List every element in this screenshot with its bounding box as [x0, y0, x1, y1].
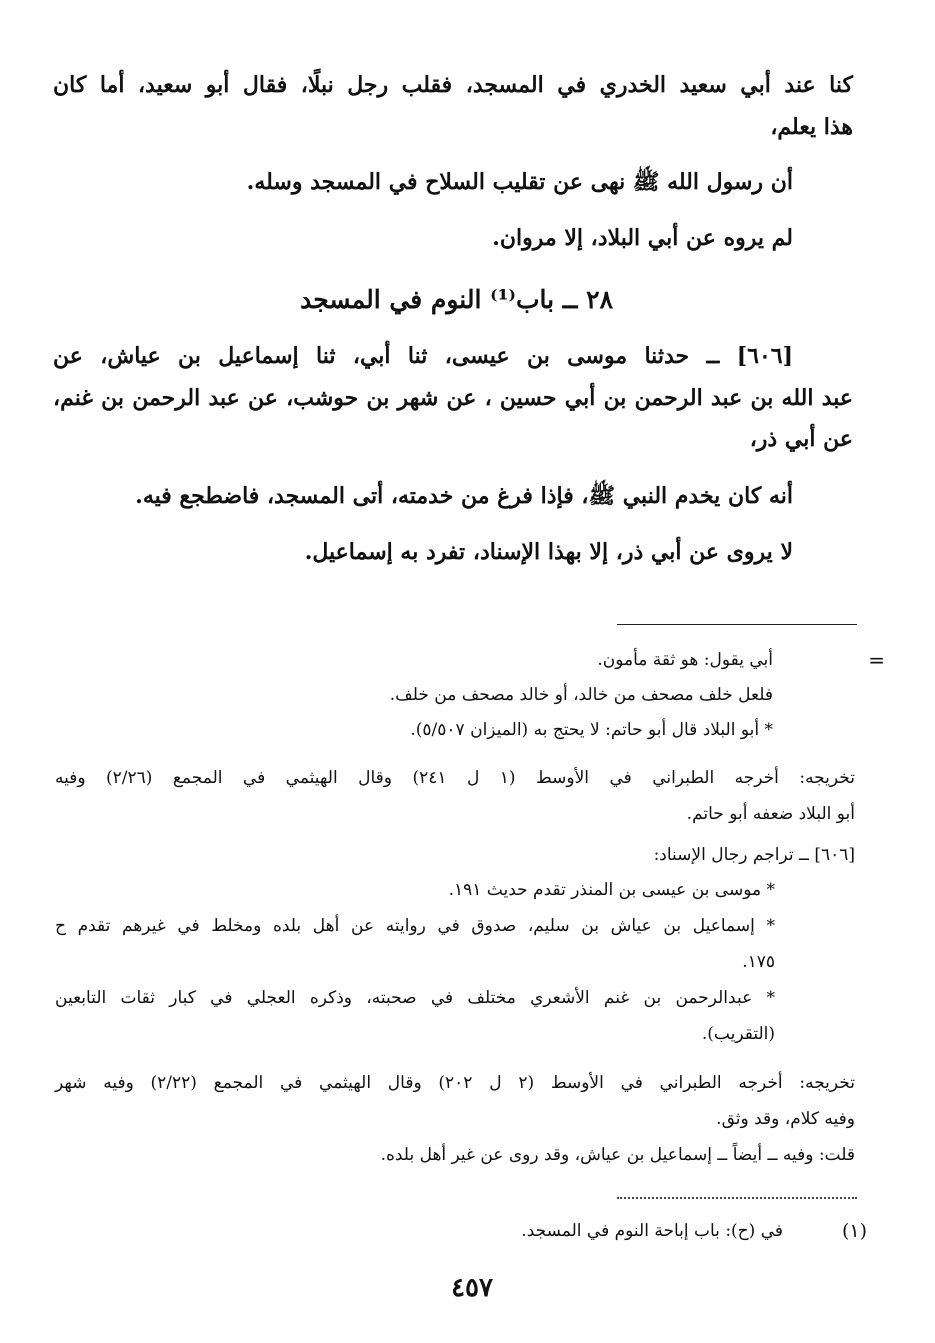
footnote-line: (التقريب).: [701, 1024, 775, 1044]
main-text-line: لم يروه عن أبي البلاد، إلا مروان.: [492, 225, 793, 251]
hadith-isnad-line: عن أبي ذر،: [749, 426, 853, 452]
continuation-mark: =: [868, 648, 885, 672]
page-number: ٤٥٧: [451, 1273, 493, 1303]
footnote-separator: [617, 624, 857, 625]
variant-separator: [617, 1197, 857, 1199]
footnote-line: * موسى بن عيسى بن المنذر تقدم حديث ١٩١.: [448, 880, 775, 900]
footnote-line: تخريجه: أخرجه الطبراني في الأوسط (١ ل ٢٤١) وقال الهيثمي في المجمع (٢/٢٦) وفيه: [55, 768, 855, 788]
footnote-line: قلت: وفيه ــ أيضاً ــ إسماعيل بن عياش، وقد روى عن غير أهل بلده.: [380, 1145, 855, 1165]
footnote-line: ١٧٥.: [742, 952, 775, 972]
hadith-isnad-line: [٦٠٦] ــ حدثنا موسى بن عيسى، ثنا أبي، ثنا إسماعيل بن عياش، عن: [53, 343, 793, 369]
footnote-line: * إسماعيل بن عياش بن سليم، صدوق في روايته عن أهل بلده ومخلط في غيرهم تقدم ح: [55, 916, 775, 936]
main-text-line: أنه كان يخدم النبي ﷺ، فإذا فرغ من خدمته، أتى المسجد، فاضطجع فيه.: [135, 483, 793, 509]
main-text-line: لا يروى عن أبي ذر، إلا بهذا الإسناد، تفرد به إسماعيل.: [304, 539, 793, 565]
variant-note-number: (١): [841, 1220, 867, 1242]
footnote-line: * أبو البلاد قال أبو حاتم: لا يحتج به (الميزان ٥/٥٠٧).: [410, 720, 773, 740]
main-text-line: كنا عند أبي سعيد الخدري في المسجد، فقلب رجل نبلًا، فقال أبو سعيد، أما كان: [53, 72, 853, 98]
main-text-line: هذا يعلم،: [770, 114, 853, 140]
variant-note-text: في (ح): باب إباحة النوم في المسجد.: [521, 1221, 783, 1241]
footnote-line: [٦٠٦] ــ تراجم رجال الإسناد:: [653, 845, 855, 865]
hadith-isnad-line: عبد الله بن عبد الرحمن بن أبي حسين ، عن شهر بن حوشب، عن عبد الرحمن بن غنم،: [53, 385, 853, 411]
footnote-line: * عبدالرحمن بن غنم الأشعري مختلف في صحبته، وذكره العجلي في كبار ثقات التابعين: [55, 988, 775, 1008]
footnote-line: وفيه كلام، وقد وثق.: [716, 1109, 855, 1129]
footnote-line: فلعل خلف مصحف من خالد، أو خالد مصحف من خلف.: [389, 685, 773, 705]
main-text-line: أن رسول الله ﷺ نهى عن تقليب السلاح في المسجد وسله.: [246, 169, 793, 195]
section-heading: ٢٨ ــ باب⁽¹⁾ النوم في المسجد: [300, 285, 613, 314]
footnote-line: أبو البلاد ضعفه أبو حاتم.: [686, 804, 855, 824]
footnote-line: أبي يقول: هو ثقة مأمون.: [597, 650, 773, 670]
footnote-line: تخريجه: أخرجه الطبراني في الأوسط (٢ ل ٢٠٢) وقال الهيثمي في المجمع (٢/٢٢) وفيه شهر: [55, 1073, 855, 1093]
